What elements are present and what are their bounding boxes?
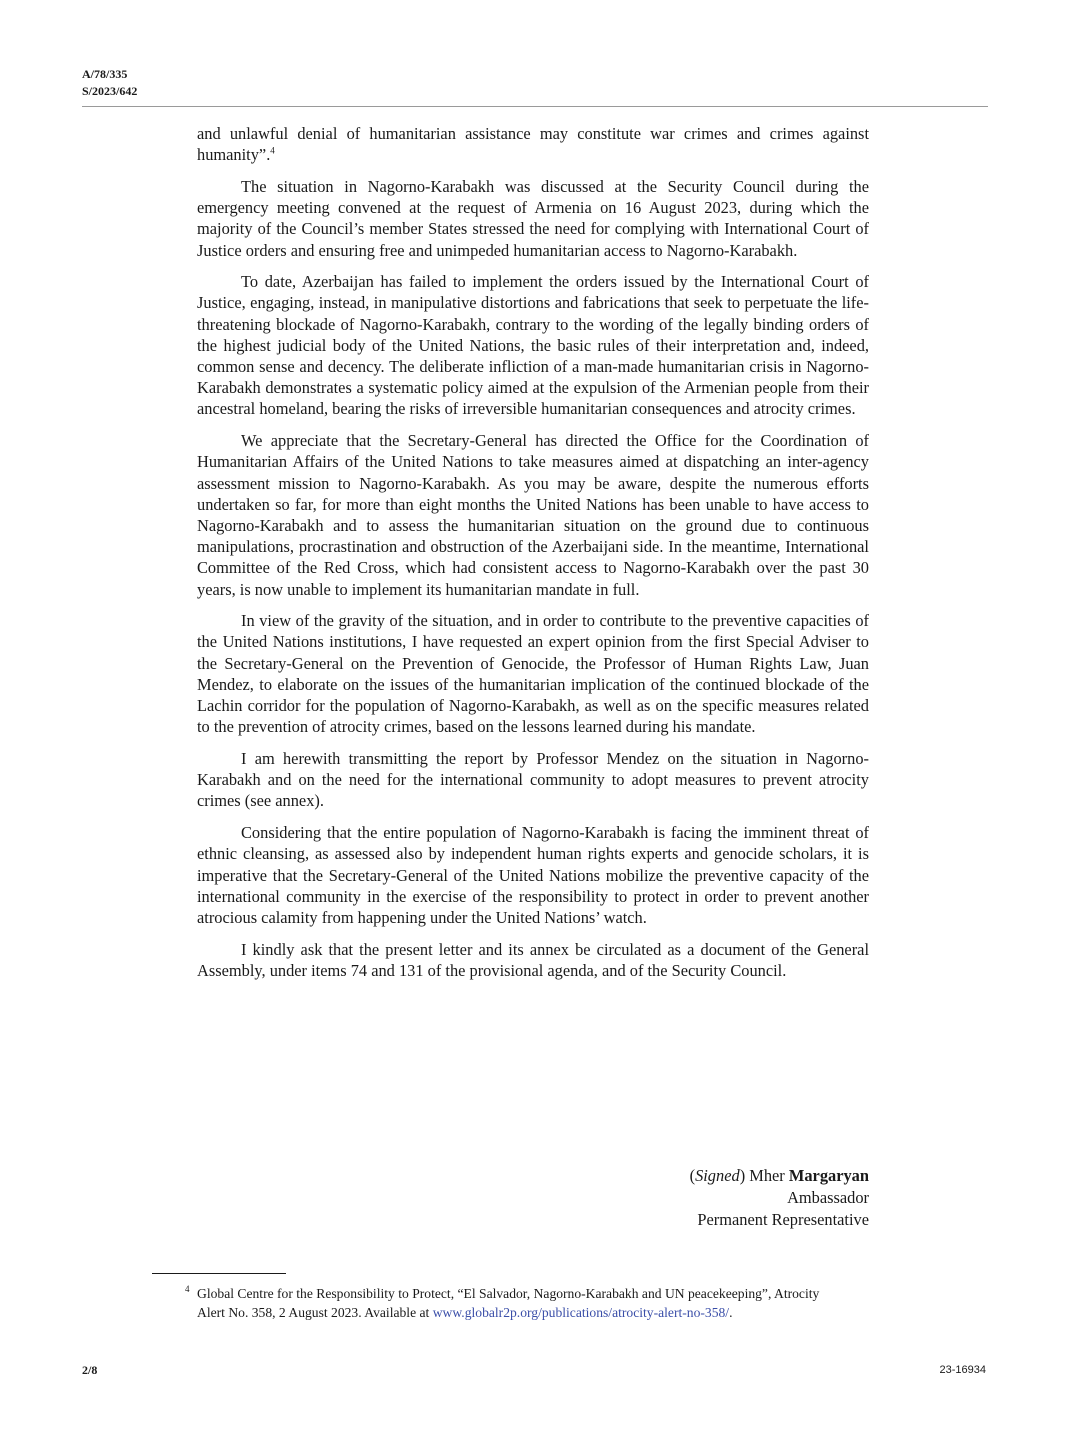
footnote-link[interactable]: www.globalr2p.org/publications/atrocity-alert-no-358/ [432,1305,730,1320]
sc-symbol: S/2023/642 [82,84,138,98]
job-number: 23-16934 [939,1364,986,1376]
paragraph: To date, Azerbaijan has failed to implement the orders issued by the International Court of Justice, engaging, instead, in manipulative distortions and fabrications that seek to perpetuate the life-threatening blockade of Nagorno-Karabakh, contrary to the wording of the legally binding orders of the highest judicial body of the United Nations, the basic rules of their interpretation and, indeed, common sense and decency. The deliberate infliction of a man-made humanitarian crisis in Nagorno-Karabakh demonstrates a systematic policy aimed at the expulsion of the Armenian people from their ancestral homeland, bearing the risks of irreversible humanitarian consequences and atrocity crimes. [197,272,869,419]
paragraph: The situation in Nagorno-Karabakh was discussed at the Security Council during the emergency meeting convened at the request of Armenia on 16 August 2023, during which the majority of the Council’s member States stressed the need for complying with International Court of Justice orders and ensuring free and unimpeded humanitarian access to Nagorno-Karabakh. [197,176,869,260]
paragraph: I kindly ask that the present letter and its annex be circulated as a document of the General Assembly, under items 74 and 131 of the provisional agenda, and of the Security Council. [197,939,869,980]
signatory-title: Ambassador [787,1188,869,1207]
footnote-reference[interactable]: 4 [270,145,275,156]
paragraph: I am herewith transmitting the report by Professor Mendez on the situation in Nagorno-Karabakh and on the need for the international community to adopt measures to prevent atrocity crimes (see annex). [197,748,869,811]
ga-symbol: A/78/335 [82,67,128,81]
paragraph: We appreciate that the Secretary-General has directed the Office for the Coordination of Humanitarian Affairs of the United Nations to take measures aimed at dispatching an inter-agency assessment mission to Nagorno-Karabakh. As you may be aware, despite the numerous efforts undertaken so far, for more than eight months the United Nations has been unable to have access to Nagorno-Karabakh and to assess the humanitarian situation on the ground due to continuous manipulations, procrastination and obstruction of the Azerbaijani side. In the meantime, International Committee of the Red Cross, which had consistent access to Nagorno-Karabakh over the past 30 years, is now unable to implement its humanitarian mandate in full. [197,431,869,599]
signatory-surname: Margaryan [788,1166,869,1185]
footnote-text: Global Centre for the Responsibility to Protect, “El Salvador, Nagorno-Karabakh and UN peacekeeping”, Atrocity Alert No. 358, 2 August 2023. Available at [197,1286,820,1320]
signed-note: Signed [695,1166,740,1185]
header-divider [82,106,988,107]
document-symbols [82,66,137,100]
letter-body [197,123,869,992]
footnote [185,1284,837,1322]
footnote-end: . [729,1305,733,1320]
footnote-number: 4 [185,1284,190,1294]
paragraph: Considering that the entire population of Nagorno-Karabakh is facing the imminent threat of ethnic cleansing, as assessed also by independent human rights experts and genocide scholars, it is imperative that the Secretary-General of the United Nations mobilize the preventive capacity of the international community in the exercise of the responsibility to protect in order to prevent another atrocious calamity from happening under the United Nations’ watch. [197,823,869,927]
signatory-given-name: Mher [749,1166,785,1185]
paragraph: In view of the gravity of the situation, and in order to contribute to the preventive capacities of the United Nations institutions, I have requested an expert opinion from the first Special Adviser to the Secretary-General on the Prevention of Genocide, the Professor of Human Rights Law, Juan Mendez, to elaborate on the issues of the humanitarian implication of the continued blockade of the Lachin corridor for the population of Nagorno-Karabakh, as well as on the specific measures related to the prevention of atrocity crimes, based on the lessons learned during his mandate. [197,611,869,737]
page-number: 2/8 [82,1363,98,1377]
signature-block [690,1165,869,1231]
signatory-line: (Signed) Mher Margaryan [689,1166,869,1185]
paragraph-text: and unlawful denial of humanitarian assistance may constitute war crimes and crimes against humanity”. [197,124,869,165]
signatory-position: Permanent Representative [697,1210,869,1229]
paragraph-continued [197,123,869,165]
footnote-divider [152,1273,286,1274]
